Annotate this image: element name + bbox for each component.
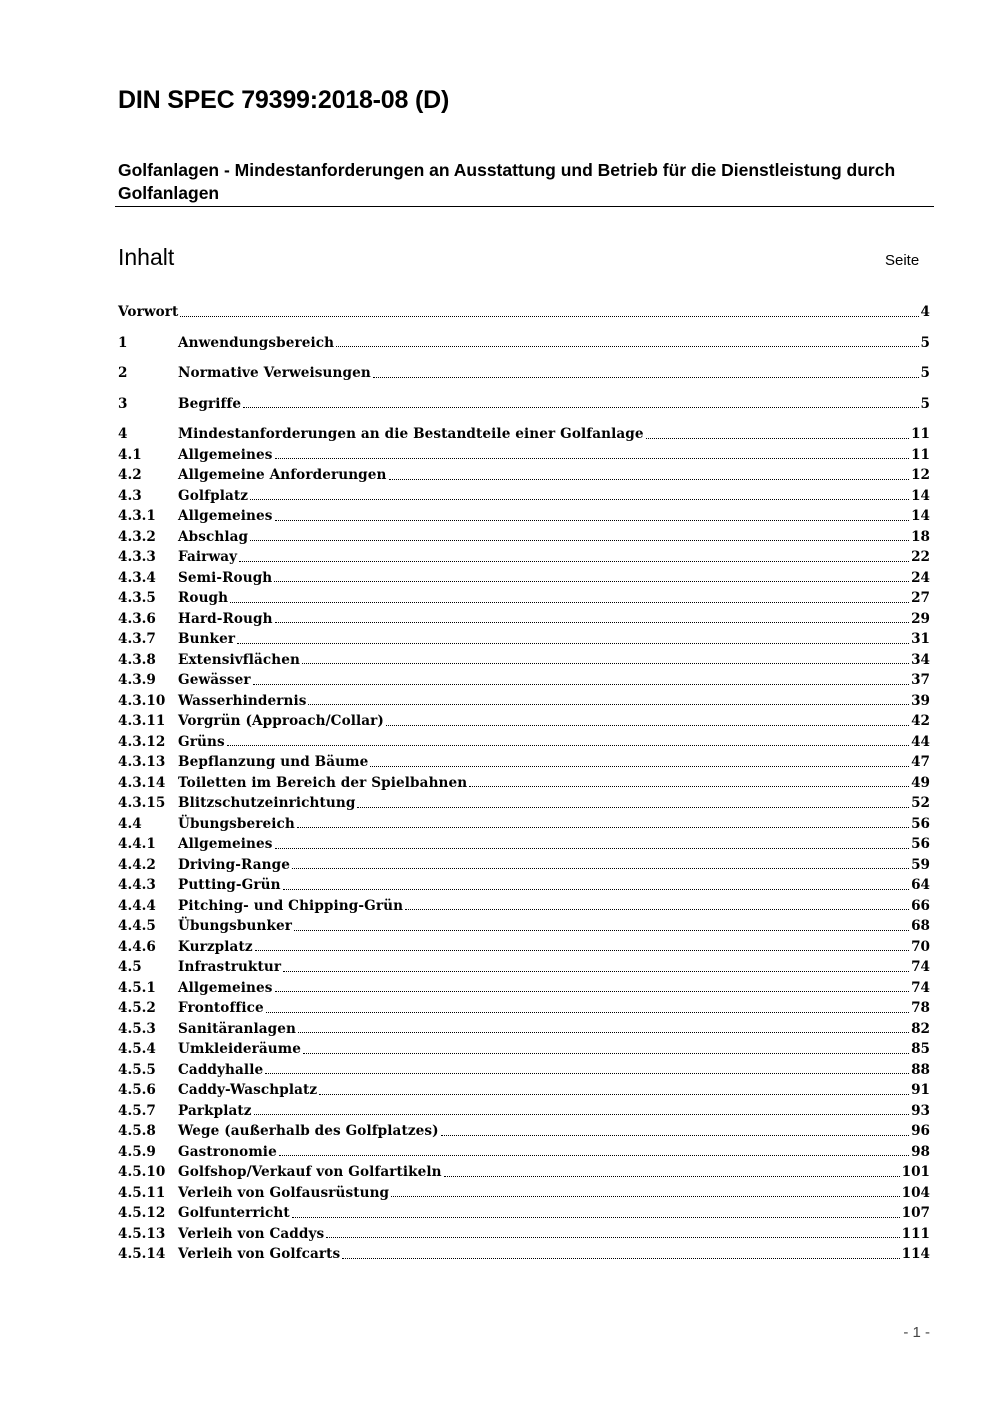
toc-entry-number: 4.3.1 bbox=[118, 508, 156, 525]
toc-entry[interactable] bbox=[118, 1203, 930, 1224]
toc-entry[interactable] bbox=[118, 1244, 930, 1265]
toc-entry-page: 14 bbox=[911, 508, 930, 525]
toc-entry-page: 18 bbox=[911, 528, 930, 545]
toc-dot-leader bbox=[230, 602, 909, 603]
toc-dot-leader bbox=[275, 622, 909, 623]
toc-entry-number: 1 bbox=[118, 334, 128, 351]
toc-entry[interactable] bbox=[118, 333, 930, 354]
toc-entry-number: 3 bbox=[118, 395, 128, 412]
toc-entry-title: Allgemeine Anforderungen bbox=[178, 467, 387, 484]
toc-entry-page: 14 bbox=[911, 487, 930, 504]
toc-entry[interactable] bbox=[118, 691, 930, 712]
toc-entry-number: 4.5.9 bbox=[118, 1143, 156, 1160]
toc-dot-leader bbox=[391, 1196, 899, 1197]
toc-entry-title: Frontoffice bbox=[178, 1000, 264, 1017]
toc-entry-title: Vorwort bbox=[118, 304, 179, 321]
toc-entry-title: Pitching- und Chipping-Grün bbox=[178, 897, 404, 914]
toc-entry[interactable] bbox=[118, 978, 930, 999]
toc-entry-page: 85 bbox=[911, 1041, 930, 1058]
toc-entry[interactable] bbox=[118, 711, 930, 732]
toc-dot-leader bbox=[405, 909, 909, 910]
toc-entry-title: Wasserhindernis bbox=[178, 692, 307, 709]
toc-entry-title: Semi-Rough bbox=[178, 569, 273, 586]
toc-entry-title: Toiletten im Bereich der Spielbahnen bbox=[178, 774, 468, 791]
toc-dot-leader bbox=[266, 1012, 909, 1013]
toc-entry-number: 4.5.1 bbox=[118, 979, 156, 996]
toc-entry-title: Umkleideräume bbox=[178, 1041, 301, 1058]
toc-entry-page: 24 bbox=[911, 569, 930, 586]
toc-entry-page: 82 bbox=[911, 1020, 930, 1037]
toc-entry-page: 49 bbox=[911, 774, 930, 791]
toc-entry-number: 4.3.14 bbox=[118, 774, 166, 791]
toc-entry-title: Verleih von Golfausrüstung bbox=[178, 1184, 390, 1201]
toc-entry[interactable] bbox=[118, 1183, 930, 1204]
toc-entry-number: 4.5 bbox=[118, 959, 142, 976]
toc-dot-leader bbox=[275, 848, 910, 849]
toc-dot-leader bbox=[297, 827, 909, 828]
toc-dot-leader bbox=[302, 663, 909, 664]
toc-entry-number: 4.5.8 bbox=[118, 1123, 156, 1140]
toc-page-column-label: Seite bbox=[885, 252, 920, 269]
toc-dot-leader bbox=[265, 1073, 909, 1074]
toc-entry-page: 42 bbox=[911, 713, 930, 730]
toc-entry-title: Grüns bbox=[178, 733, 225, 750]
toc-entry-page: 5 bbox=[920, 365, 930, 382]
toc-entry-page: 37 bbox=[911, 672, 930, 689]
toc-entry-page: 56 bbox=[911, 815, 930, 832]
toc-entry[interactable] bbox=[118, 1162, 930, 1183]
toc-entry-title: Hard-Rough bbox=[178, 610, 273, 627]
toc-entry[interactable] bbox=[118, 732, 930, 753]
toc-entry-title: Allgemeines bbox=[178, 979, 273, 996]
toc-dot-leader bbox=[250, 540, 909, 541]
toc-entry-number: 4.3.2 bbox=[118, 528, 156, 545]
toc-entry-page: 88 bbox=[911, 1061, 930, 1078]
toc-entry-title: Mindestanforderungen an die Bestandteile einer Golfanlage bbox=[178, 426, 644, 443]
toc-entry[interactable] bbox=[118, 1121, 930, 1142]
toc-entry[interactable] bbox=[118, 1019, 930, 1040]
toc-entry-page: 44 bbox=[911, 733, 930, 750]
toc-entry-number: 4.3.4 bbox=[118, 569, 156, 586]
toc-entry-page: 91 bbox=[911, 1082, 930, 1099]
toc-entry-title: Vorgrün (Approach/Collar) bbox=[178, 713, 384, 730]
toc-entry-page: 59 bbox=[911, 856, 930, 873]
toc-entry[interactable] bbox=[118, 547, 930, 568]
toc-entry-title: Bepflanzung und Bäume bbox=[178, 754, 369, 771]
toc-entry-number: 4.5.7 bbox=[118, 1102, 156, 1119]
toc-entry-number: 4.5.6 bbox=[118, 1082, 156, 1099]
toc-dot-leader bbox=[294, 930, 909, 931]
toc-entry[interactable] bbox=[118, 896, 930, 917]
toc-entry[interactable] bbox=[118, 486, 930, 507]
toc-entry-title: Caddyhalle bbox=[178, 1061, 264, 1078]
table-of-contents bbox=[118, 302, 930, 1265]
toc-entry-number: 4.3.10 bbox=[118, 692, 166, 709]
toc-dot-leader bbox=[279, 1155, 909, 1156]
toc-dot-leader bbox=[336, 346, 918, 347]
toc-entry-page: 101 bbox=[901, 1164, 930, 1181]
toc-entry-number: 4.3.7 bbox=[118, 631, 156, 648]
toc-entry-page: 78 bbox=[911, 1000, 930, 1017]
toc-entry-number: 4.5.2 bbox=[118, 1000, 156, 1017]
toc-dot-leader bbox=[469, 786, 909, 787]
toc-entry-page: 27 bbox=[911, 590, 930, 607]
toc-entry[interactable] bbox=[118, 424, 930, 445]
toc-dot-leader bbox=[386, 725, 909, 726]
toc-entry-title: Golfplatz bbox=[178, 487, 249, 504]
toc-entry-title: Abschlag bbox=[178, 528, 249, 545]
toc-entry-number: 4.5.13 bbox=[118, 1225, 166, 1242]
toc-entry[interactable] bbox=[118, 650, 930, 671]
toc-entry[interactable] bbox=[118, 1101, 930, 1122]
toc-entry[interactable] bbox=[118, 773, 930, 794]
toc-entry-number: 4.3.12 bbox=[118, 733, 166, 750]
toc-entry-title: Begriffe bbox=[178, 395, 242, 412]
toc-entry[interactable] bbox=[118, 302, 930, 323]
toc-entry-number: 4.3.5 bbox=[118, 590, 156, 607]
toc-entry-page: 22 bbox=[911, 549, 930, 566]
toc-dot-leader bbox=[646, 438, 909, 439]
toc-entry-page: 114 bbox=[901, 1246, 930, 1263]
toc-entry-number: 4.3.13 bbox=[118, 754, 166, 771]
toc-dot-leader bbox=[227, 745, 909, 746]
toc-entry-number: 4.3.8 bbox=[118, 651, 156, 668]
toc-dot-leader bbox=[292, 868, 909, 869]
toc-entry-title: Blitzschutzeinrichtung bbox=[178, 795, 356, 812]
toc-entry-title: Rough bbox=[178, 590, 229, 607]
toc-entry[interactable] bbox=[118, 394, 930, 415]
toc-dot-leader bbox=[342, 1258, 899, 1259]
toc-entry-number: 4.3.3 bbox=[118, 549, 156, 566]
toc-entry-page: 52 bbox=[911, 795, 930, 812]
toc-entry-title: Putting-Grün bbox=[178, 877, 281, 894]
toc-entry-page: 34 bbox=[911, 651, 930, 668]
toc-entry-page: 68 bbox=[911, 918, 930, 935]
toc-entry-page: 11 bbox=[911, 426, 930, 443]
toc-dot-leader bbox=[319, 1094, 909, 1095]
toc-dot-leader bbox=[283, 889, 909, 890]
toc-entry[interactable] bbox=[118, 1039, 930, 1060]
toc-entry-page: 107 bbox=[901, 1205, 930, 1222]
toc-entry-title: Anwendungsbereich bbox=[178, 334, 335, 351]
toc-dot-leader bbox=[298, 1032, 909, 1033]
toc-entry[interactable] bbox=[118, 875, 930, 896]
toc-entry-title: Fairway bbox=[178, 549, 238, 566]
document-subtitle: Golfanlagen - Mindestanforderungen an Ausstattung und Betrieb für die Dienstleistung durch Golfanlagen bbox=[118, 160, 896, 203]
toc-entry-title: Kurzplatz bbox=[178, 938, 253, 955]
toc-entry-number: 4.4.5 bbox=[118, 918, 156, 935]
toc-entry-title: Übungsbereich bbox=[178, 815, 295, 832]
toc-entry-title: Infrastruktur bbox=[178, 959, 282, 976]
toc-entry[interactable] bbox=[118, 363, 930, 384]
toc-dot-leader bbox=[283, 971, 909, 972]
toc-dot-leader bbox=[389, 479, 910, 480]
toc-entry-page: 31 bbox=[911, 631, 930, 648]
toc-dot-leader bbox=[237, 643, 909, 644]
toc-entry[interactable] bbox=[118, 1142, 930, 1163]
toc-entry-number: 4.5.10 bbox=[118, 1164, 166, 1181]
toc-entry[interactable] bbox=[118, 445, 930, 466]
toc-dot-leader bbox=[357, 807, 909, 808]
toc-entry-number: 4.4.4 bbox=[118, 897, 156, 914]
toc-dot-leader bbox=[254, 1114, 909, 1115]
toc-entry-number: 4.5.4 bbox=[118, 1041, 156, 1058]
toc-entry[interactable] bbox=[118, 957, 930, 978]
toc-entry-page: 66 bbox=[911, 897, 930, 914]
toc-entry[interactable] bbox=[118, 465, 930, 486]
toc-entry[interactable] bbox=[118, 588, 930, 609]
toc-entry[interactable] bbox=[118, 1224, 930, 1245]
page-number: - 1 - bbox=[903, 1324, 930, 1341]
toc-entry[interactable] bbox=[118, 834, 930, 855]
toc-dot-leader bbox=[180, 316, 918, 317]
toc-entry[interactable] bbox=[118, 670, 930, 691]
toc-entry-page: 93 bbox=[911, 1102, 930, 1119]
toc-entry-title: Wege (außerhalb des Golfplatzes) bbox=[178, 1123, 439, 1140]
toc-entry-title: Allgemeines bbox=[178, 836, 273, 853]
toc-entry-number: 2 bbox=[118, 365, 128, 382]
toc-entry[interactable] bbox=[118, 1060, 930, 1081]
toc-dot-leader bbox=[253, 684, 909, 685]
toc-entry-page: 56 bbox=[911, 836, 930, 853]
toc-entry[interactable] bbox=[118, 609, 930, 630]
toc-entry-title: Allgemeines bbox=[178, 508, 273, 525]
toc-entry[interactable] bbox=[118, 629, 930, 650]
toc-entry-title: Sanitäranlagen bbox=[178, 1020, 297, 1037]
toc-entry-number: 4.5.12 bbox=[118, 1205, 166, 1222]
toc-entry-page: 70 bbox=[911, 938, 930, 955]
toc-dot-leader bbox=[275, 991, 910, 992]
toc-entry-title: Allgemeines bbox=[178, 446, 273, 463]
toc-dot-leader bbox=[444, 1176, 900, 1177]
toc-entry-title: Parkplatz bbox=[178, 1102, 252, 1119]
title-divider bbox=[115, 206, 934, 207]
toc-entry[interactable] bbox=[118, 814, 930, 835]
toc-entry-number: 4.3.6 bbox=[118, 610, 156, 627]
toc-entry-page: 74 bbox=[911, 979, 930, 996]
toc-entry-number: 4.4.6 bbox=[118, 938, 156, 955]
toc-entry-page: 11 bbox=[911, 446, 930, 463]
toc-entry-number: 4.5.11 bbox=[118, 1184, 166, 1201]
toc-entry-number: 4.4.2 bbox=[118, 856, 156, 873]
toc-dot-leader bbox=[373, 377, 919, 378]
toc-entry-title: Driving-Range bbox=[178, 856, 290, 873]
toc-entry[interactable] bbox=[118, 527, 930, 548]
toc-entry-title: Golfshop/Verkauf von Golfartikeln bbox=[178, 1164, 442, 1181]
toc-entry-page: 4 bbox=[920, 304, 930, 321]
toc-entry-title: Gewässer bbox=[178, 672, 251, 689]
toc-entry-page: 98 bbox=[911, 1143, 930, 1160]
toc-entry-page: 5 bbox=[920, 395, 930, 412]
toc-entry[interactable] bbox=[118, 998, 930, 1019]
toc-entry-title: Übungsbunker bbox=[178, 918, 292, 935]
toc-dot-leader bbox=[370, 766, 909, 767]
toc-entry-number: 4.4.1 bbox=[118, 836, 156, 853]
document-title: DIN SPEC 79399:2018-08 (D) bbox=[118, 86, 450, 114]
toc-entry-page: 104 bbox=[901, 1184, 930, 1201]
toc-entry-title: Verleih von Golfcarts bbox=[178, 1246, 341, 1263]
toc-entry-number: 4.4.3 bbox=[118, 877, 156, 894]
toc-entry-page: 96 bbox=[911, 1123, 930, 1140]
toc-dot-leader bbox=[292, 1217, 900, 1218]
toc-entry-number: 4.1 bbox=[118, 446, 142, 463]
toc-entry[interactable] bbox=[118, 1080, 930, 1101]
toc-entry[interactable] bbox=[118, 855, 930, 876]
toc-entry[interactable] bbox=[118, 937, 930, 958]
toc-dot-leader bbox=[326, 1237, 899, 1238]
toc-entry-number: 4.3.15 bbox=[118, 795, 166, 812]
toc-entry-number: 4.5.14 bbox=[118, 1246, 166, 1263]
toc-dot-leader bbox=[243, 407, 918, 408]
toc-entry-number: 4.2 bbox=[118, 467, 142, 484]
toc-dot-leader bbox=[255, 950, 909, 951]
toc-dot-leader bbox=[308, 704, 909, 705]
toc-entry-title: Bunker bbox=[178, 631, 236, 648]
toc-entry-title: Caddy-Waschplatz bbox=[178, 1082, 318, 1099]
toc-entry-number: 4.3 bbox=[118, 487, 142, 504]
toc-entry-number: 4.5.5 bbox=[118, 1061, 156, 1078]
toc-heading: Inhalt bbox=[118, 244, 175, 270]
toc-entry-title: Gastronomie bbox=[178, 1143, 277, 1160]
toc-entry-title: Normative Verweisungen bbox=[178, 365, 371, 382]
toc-dot-leader bbox=[274, 581, 909, 582]
toc-dot-leader bbox=[250, 499, 909, 500]
toc-dot-leader bbox=[275, 520, 910, 521]
toc-dot-leader bbox=[239, 561, 909, 562]
toc-entry-number: 4.5.3 bbox=[118, 1020, 156, 1037]
toc-entry[interactable] bbox=[118, 568, 930, 589]
toc-entry-page: 5 bbox=[920, 334, 930, 351]
toc-dot-leader bbox=[275, 458, 910, 459]
toc-dot-leader bbox=[441, 1135, 909, 1136]
toc-entry[interactable] bbox=[118, 793, 930, 814]
toc-entry-page: 74 bbox=[911, 959, 930, 976]
toc-entry-page: 12 bbox=[911, 467, 930, 484]
toc-entry-page: 39 bbox=[911, 692, 930, 709]
toc-entry-page: 29 bbox=[911, 610, 930, 627]
toc-entry-page: 47 bbox=[911, 754, 930, 771]
toc-entry-title: Golfunterricht bbox=[178, 1205, 290, 1222]
toc-entry-number: 4.3.11 bbox=[118, 713, 166, 730]
toc-entry-title: Extensivflächen bbox=[178, 651, 301, 668]
toc-entry-number: 4.4 bbox=[118, 815, 142, 832]
toc-entry-page: 64 bbox=[911, 877, 930, 894]
toc-entry-title: Verleih von Caddys bbox=[178, 1225, 325, 1242]
toc-entry[interactable] bbox=[118, 506, 930, 527]
toc-entry[interactable] bbox=[118, 916, 930, 937]
toc-entry-number: 4.3.9 bbox=[118, 672, 156, 689]
toc-entry-page: 111 bbox=[901, 1225, 930, 1242]
toc-entry[interactable] bbox=[118, 752, 930, 773]
toc-dot-leader bbox=[303, 1053, 909, 1054]
toc-entry-number: 4 bbox=[118, 426, 128, 443]
